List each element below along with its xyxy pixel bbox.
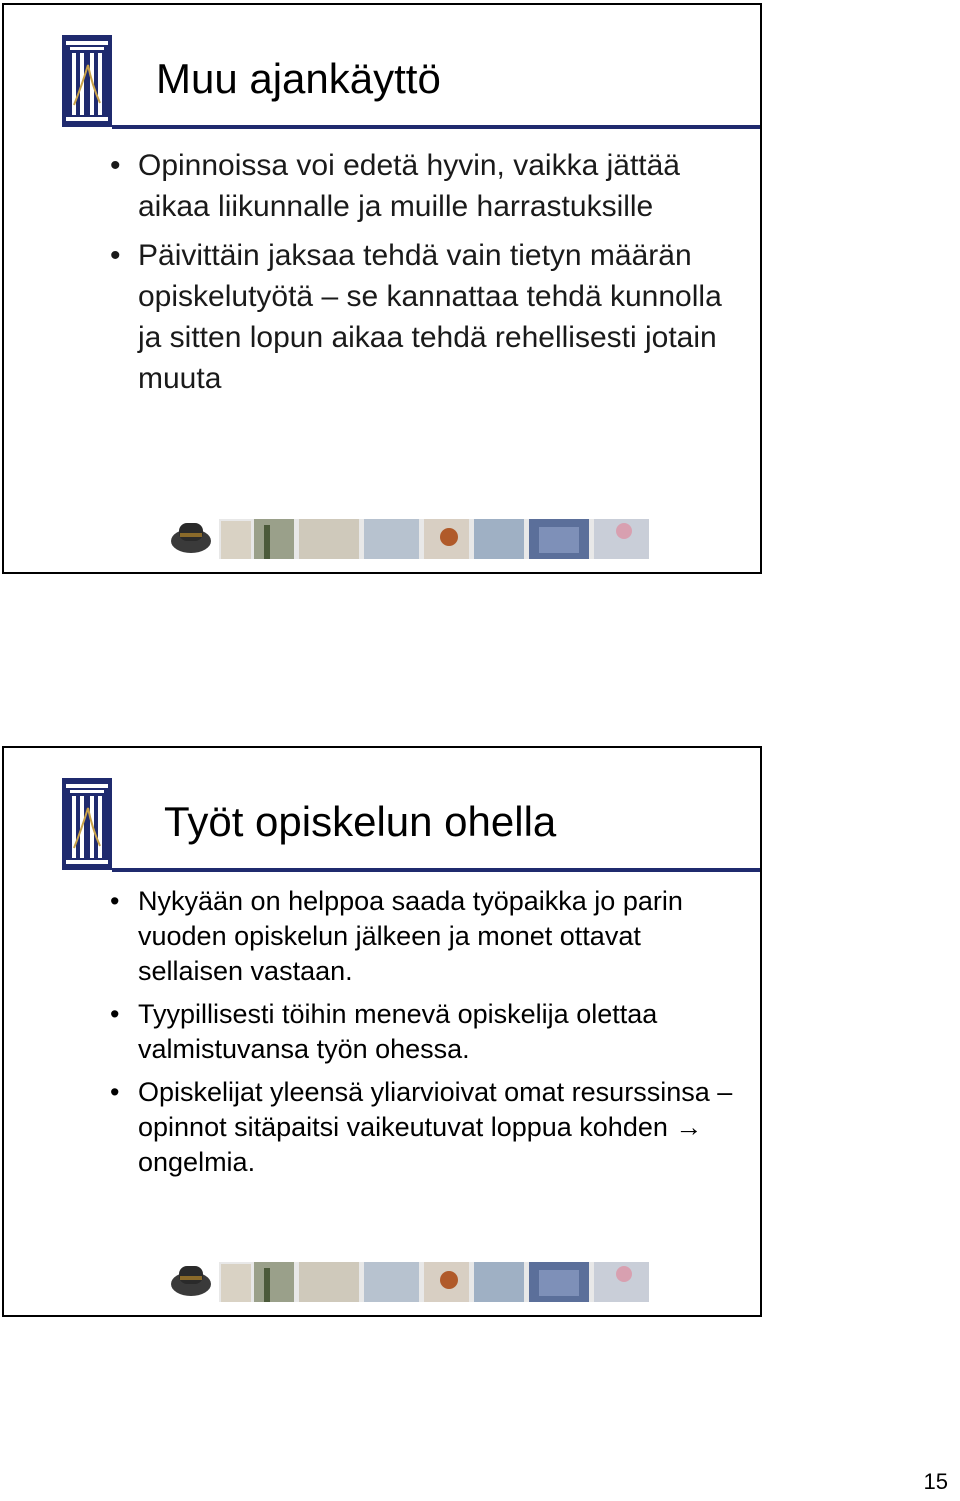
institution-logo-icon [62,35,112,127]
photo-collage-strip [169,1258,659,1302]
page-number: 15 [923,1469,948,1494]
list-item [104,1075,740,1180]
bullet-text: • Päivittäin jaksaa tehdä vain tietyn määrän opiskelutyötä – se kannattaa tehdä kunnolla ja sitten lopun aikaa tehdä rehellisesti jotain muuta [138,239,722,395]
slide-2 [2,746,762,1317]
list-item [104,145,740,227]
list-item [104,235,740,399]
list-item [104,997,740,1067]
slide-title: Työt opiskelun ohella [164,798,557,845]
bullet-text: • Opinnoissa voi edetä hyvin, vaikka jättää aikaa liikunnalle ja muille harrastuksille [138,149,680,223]
bullet-list [104,884,740,1188]
bullet-text: • Tyypillisesti töihin menevä opiskelija olettaa valmistuvansa työn ohessa. [138,999,658,1064]
title-underline [112,868,760,872]
bullet-text: • Opiskelijat yleensä yliarvioivat omat resurssinsa – opinnot sitäpaitsi vaikeutuvat loppua kohden → ongelmia. [138,1077,733,1177]
title-underline [112,125,760,129]
slide-title: Muu ajankäyttö [156,55,441,102]
bullet-list [104,145,740,407]
list-item [104,884,740,989]
bullet-text: • Nykyään on helppoa saada työpaikka jo parin vuoden opiskelun jälkeen ja monet ottavat sellaisen vastaan. [138,886,683,986]
institution-logo-icon [62,778,112,870]
photo-collage-strip [169,515,659,559]
slide-1 [2,3,762,574]
